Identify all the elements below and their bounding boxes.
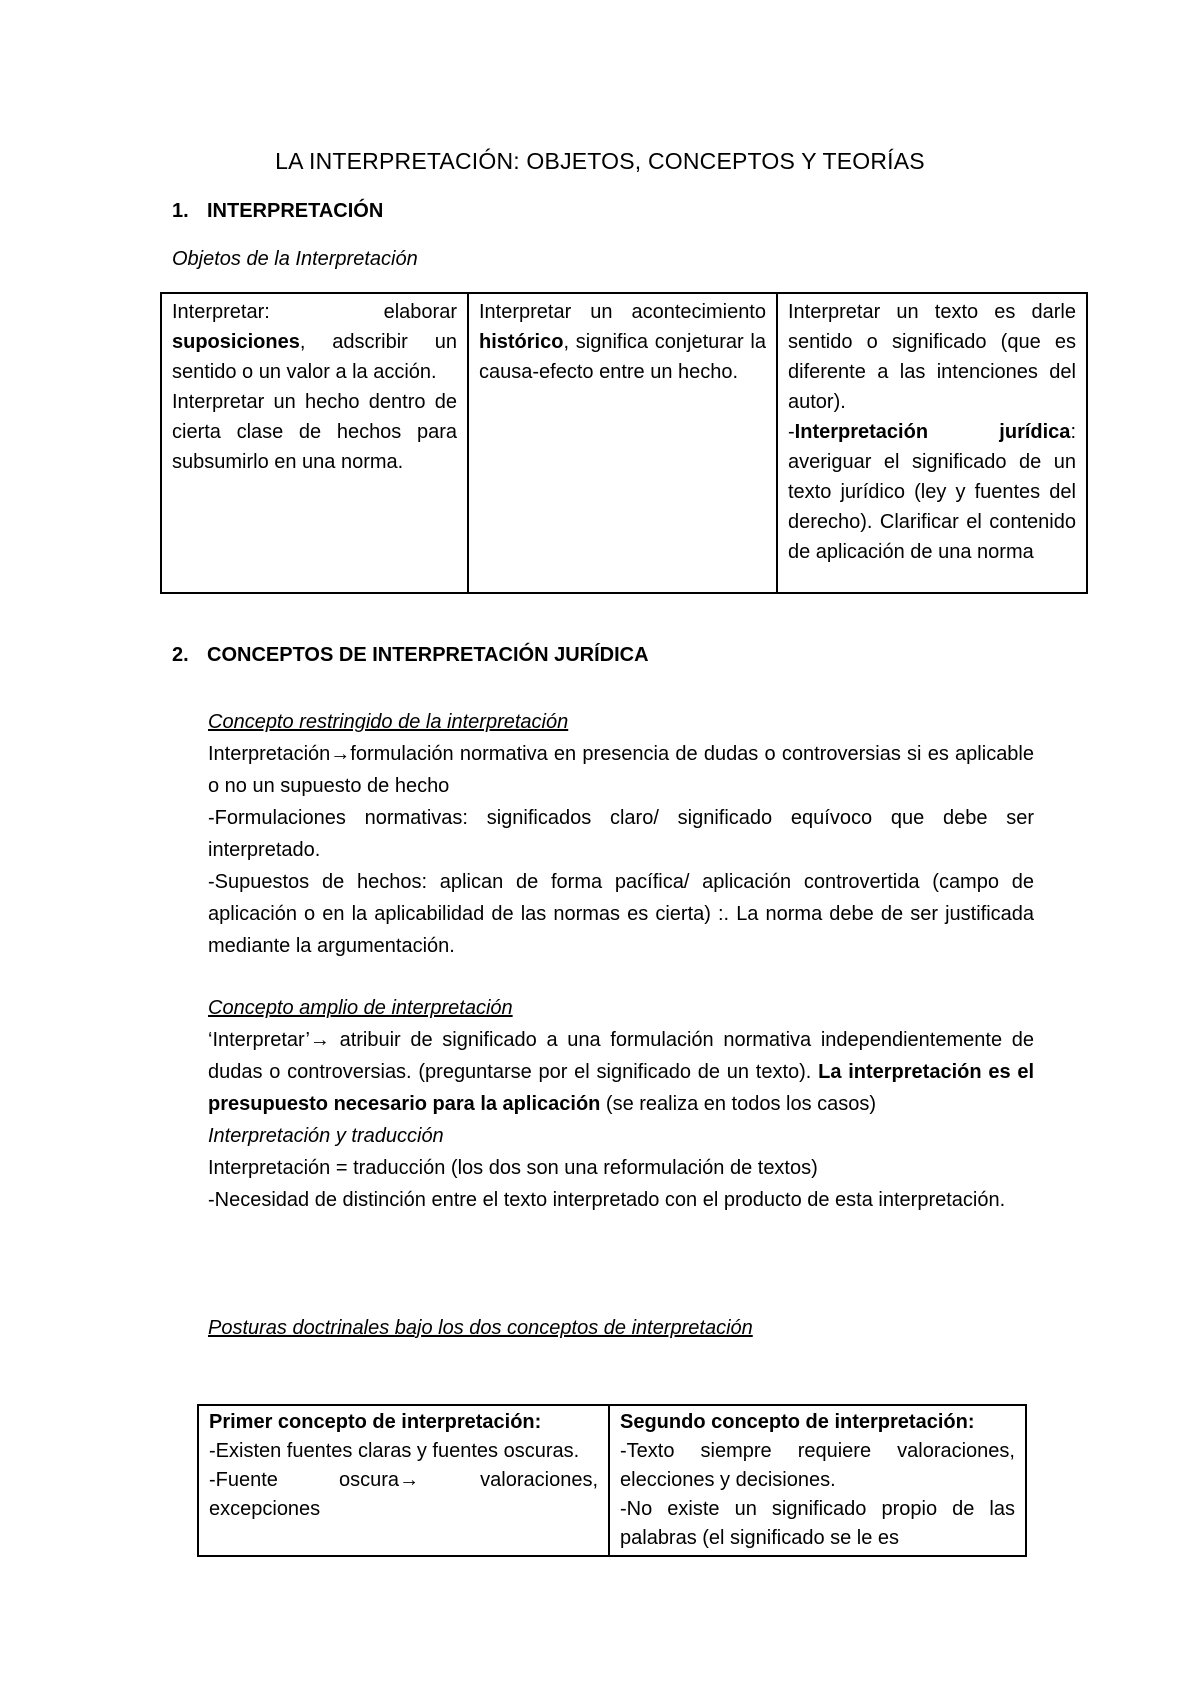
table-row <box>161 293 1087 593</box>
section-1-heading <box>172 200 383 223</box>
section-2-number: 2. <box>172 644 189 666</box>
table-cell-accion <box>161 293 468 593</box>
cell-paragraph: Interpretar un acontecimiento histórico, significa conjeturar la causa-efecto entre un hecho. <box>479 301 766 383</box>
table-cell-segundo-concepto <box>609 1405 1026 1556</box>
paragraph: -Supuestos de hechos: aplican de forma pacífica/ aplicación controvertida (campo de aplicación o en la aplicabilidad de las normas es cierta) :. La norma debe de ser justificada mediante la argumentación. <box>208 871 1034 957</box>
arrow-icon: → <box>330 743 351 765</box>
posturas-title: Posturas doctrinales bajo los dos conceptos de interpretación <box>208 1317 753 1339</box>
paragraph: Interpretación→formulación normativa en presencia de dudas o controversias si es aplicable o no un supuesto de hecho <box>208 743 1034 797</box>
cell-paragraph: Interpretar: elaborar suposiciones, adscribir un sentido o un valor a la acción. <box>172 301 457 383</box>
paragraph: -Formulaciones normativas: significados claro/ significado equívoco que debe ser interpretado. <box>208 807 1034 861</box>
paragraph: ‘Interpretar’→ atribuir de significado a una formulación normativa independientemente de dudas o controversias. (preguntarse por el significado de un texto). La interpretación es el presupuesto necesario para la aplicación (se realiza en todos los casos) <box>208 1029 1034 1115</box>
section-1-title: INTERPRETACIÓN <box>207 200 384 222</box>
section-1-number: 1. <box>172 200 189 222</box>
table-cell-texto <box>777 293 1087 593</box>
document-title: LA INTERPRETACIÓN: OBJETOS, CONCEPTOS Y TEORÍAS <box>275 148 925 174</box>
cell-paragraph: Interpretar un texto es darle sentido o significado (que es diferente a las intenciones del autor). <box>788 301 1076 413</box>
bold-term: histórico <box>479 331 564 353</box>
cell-paragraph: -No existe un significado propio de las palabras (el significado se le es <box>620 1498 1015 1549</box>
posturas-table <box>197 1404 1027 1557</box>
bold-term: Interpretación jurídica <box>794 421 1071 443</box>
interpretacion-traduccion-subtitle: Interpretación y traducción <box>208 1125 444 1147</box>
section-2-heading <box>172 644 649 667</box>
table-cell-historico <box>468 293 777 593</box>
cell-paragraph: Interpretar un hecho dentro de cierta clase de hechos para subsumirlo en una norma. <box>172 391 457 473</box>
table-cell-primer-concepto <box>198 1405 609 1556</box>
cell-heading: Primer concepto de interpretación: <box>209 1411 542 1433</box>
section-2-title: CONCEPTOS DE INTERPRETACIÓN JURÍDICA <box>207 644 649 666</box>
paragraph: -Necesidad de distinción entre el texto interpretado con el producto de esta interpretación. <box>208 1189 1006 1211</box>
arrow-icon: → <box>309 1029 330 1051</box>
objetos-table <box>160 292 1088 594</box>
cell-paragraph: -Texto siempre requiere valoraciones, elecciones y decisiones. <box>620 1440 1015 1491</box>
cell-paragraph: -Fuente oscura→ valoraciones, excepciones <box>209 1469 598 1520</box>
cell-paragraph: -Existen fuentes claras y fuentes oscuras. <box>209 1440 580 1462</box>
table-row <box>198 1405 1026 1556</box>
bold-term: suposiciones <box>172 331 300 353</box>
objetos-subheading: Objetos de la Interpretación <box>172 248 418 270</box>
concepto-amplio-block <box>208 992 1034 1216</box>
bold-statement: La interpretación es el presupuesto necesario para la aplicación <box>208 1061 1034 1115</box>
cell-paragraph: -Interpretación jurídica: averiguar el significado de un texto jurídico (ley y fuentes del derecho). Clarificar el contenido de aplicación de una norma <box>788 421 1076 563</box>
concepto-restringido-title: Concepto restringido de la interpretación <box>208 711 569 733</box>
paragraph: Interpretación = traducción (los dos son una reformulación de textos) <box>208 1157 818 1179</box>
arrow-icon: → <box>399 1469 420 1491</box>
posturas-block <box>208 1312 1034 1344</box>
concepto-restringido-block <box>208 706 1034 962</box>
cell-heading: Segundo concepto de interpretación: <box>620 1411 975 1433</box>
concepto-amplio-title: Concepto amplio de interpretación <box>208 997 513 1019</box>
